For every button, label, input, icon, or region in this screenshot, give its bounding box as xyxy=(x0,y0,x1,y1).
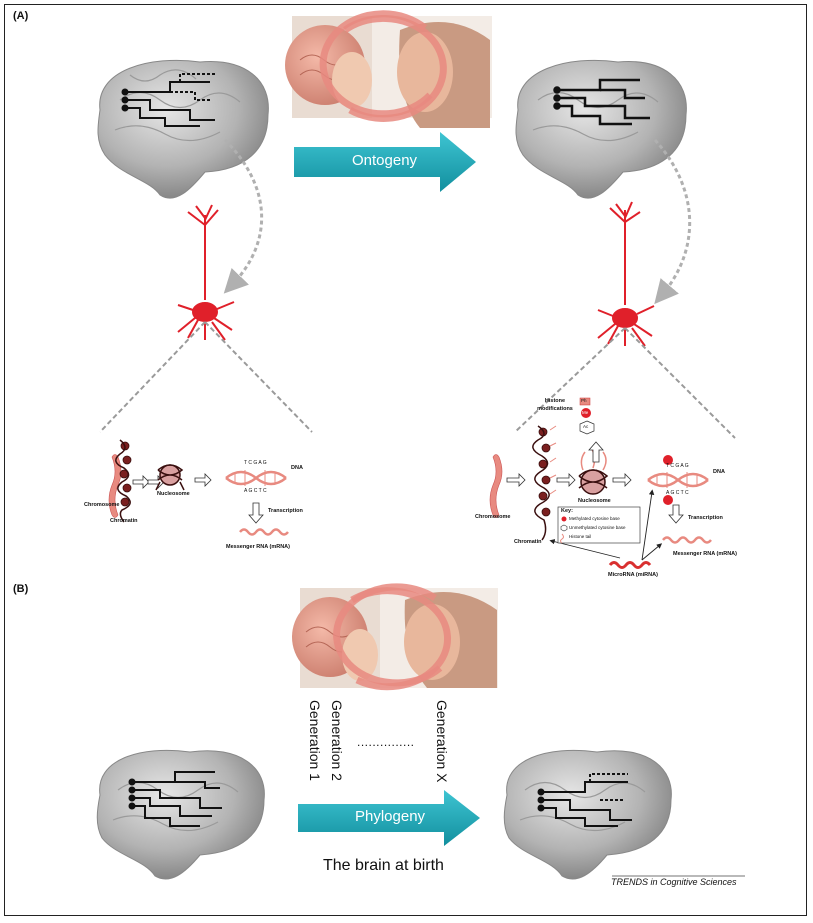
right-chromatin xyxy=(533,426,556,540)
left-dna xyxy=(226,470,286,486)
panel-b-label: (B) xyxy=(13,583,29,595)
baby-mother-photo-a xyxy=(285,14,492,128)
right-dna xyxy=(648,472,708,488)
left-mrna-label: Messenger RNA (mRNA) xyxy=(226,544,290,550)
me-label: Me xyxy=(582,410,589,415)
mirna xyxy=(610,563,650,568)
left-chromosome-label: Chromosome xyxy=(84,502,120,508)
left-dna-bases-top: T C G A G xyxy=(244,460,267,466)
left-mrna xyxy=(240,530,288,535)
methyl-mark-bottom xyxy=(663,495,673,505)
arrow-up-histone xyxy=(589,442,603,462)
grey-arrow-right xyxy=(655,140,690,295)
left-chromatin-label: Chromatin xyxy=(110,518,138,524)
right-dna-label: DNA xyxy=(713,469,725,475)
arrow-transcription-left xyxy=(249,503,263,523)
generation-ellipsis: ............... xyxy=(357,735,415,749)
arrow-transcription-right xyxy=(669,505,683,523)
right-nucleosome-label: Nucleosome xyxy=(578,498,611,504)
right-chromatin-label: Chromatin xyxy=(514,539,542,545)
arrow-r2 xyxy=(557,474,575,486)
arrow-3 xyxy=(195,474,211,486)
ac-label: Ac xyxy=(583,424,589,429)
neuron-left xyxy=(178,205,234,340)
key-histone-tail-label: Histone tail xyxy=(569,534,592,539)
baby-mother-photo-b xyxy=(292,587,498,688)
left-nucleosome-label: Nucleosome xyxy=(157,491,190,497)
mirna-label: MicroRNA (miRNA) xyxy=(608,572,658,578)
right-chromosome xyxy=(490,455,502,518)
right-dna-bases-bottom: A G C T C xyxy=(666,490,689,496)
source-credit: TRENDS in Cognitive Sciences xyxy=(611,877,737,887)
generation-1-label: Generation 1 xyxy=(307,700,323,781)
right-transcription-label: Transcription xyxy=(688,515,723,521)
panel-a-label: (A) xyxy=(13,10,29,22)
key-unmethylated-label: Unmethylated cytosine base xyxy=(569,525,626,530)
key-methylated-icon xyxy=(562,517,567,522)
key-methylated-label: Methylated cytosine base xyxy=(569,516,620,521)
key-unmethylated-icon xyxy=(561,525,567,531)
ontogeny-label: Ontogeny xyxy=(352,152,418,169)
generation-2-label: Generation 2 xyxy=(329,700,345,781)
brain-at-birth-caption: The brain at birth xyxy=(323,857,444,874)
brain-right-b xyxy=(504,750,671,879)
arrow-r3 xyxy=(613,474,631,486)
left-dna-label: DNA xyxy=(291,465,303,471)
neuron-right xyxy=(598,202,654,346)
right-dna-bases-top: T C G A G xyxy=(666,463,689,469)
generation-x-label: Generation X xyxy=(434,700,450,783)
right-mrna xyxy=(663,538,711,543)
ph-label: Ph xyxy=(581,398,587,403)
arrow-1 xyxy=(133,476,149,488)
left-dna-bases-bottom: A G C T C xyxy=(244,488,267,494)
key-title: Key: xyxy=(561,508,573,514)
phylogeny-label: Phylogeny xyxy=(355,808,426,825)
arrow-r1 xyxy=(507,474,525,486)
right-mrna-label: Messenger RNA (mRNA) xyxy=(673,551,737,557)
right-chromosome-label: Chromosome xyxy=(475,514,511,520)
left-transcription-label: Transcription xyxy=(268,508,303,514)
histone-modifications-label: Histone modifications xyxy=(537,398,573,413)
